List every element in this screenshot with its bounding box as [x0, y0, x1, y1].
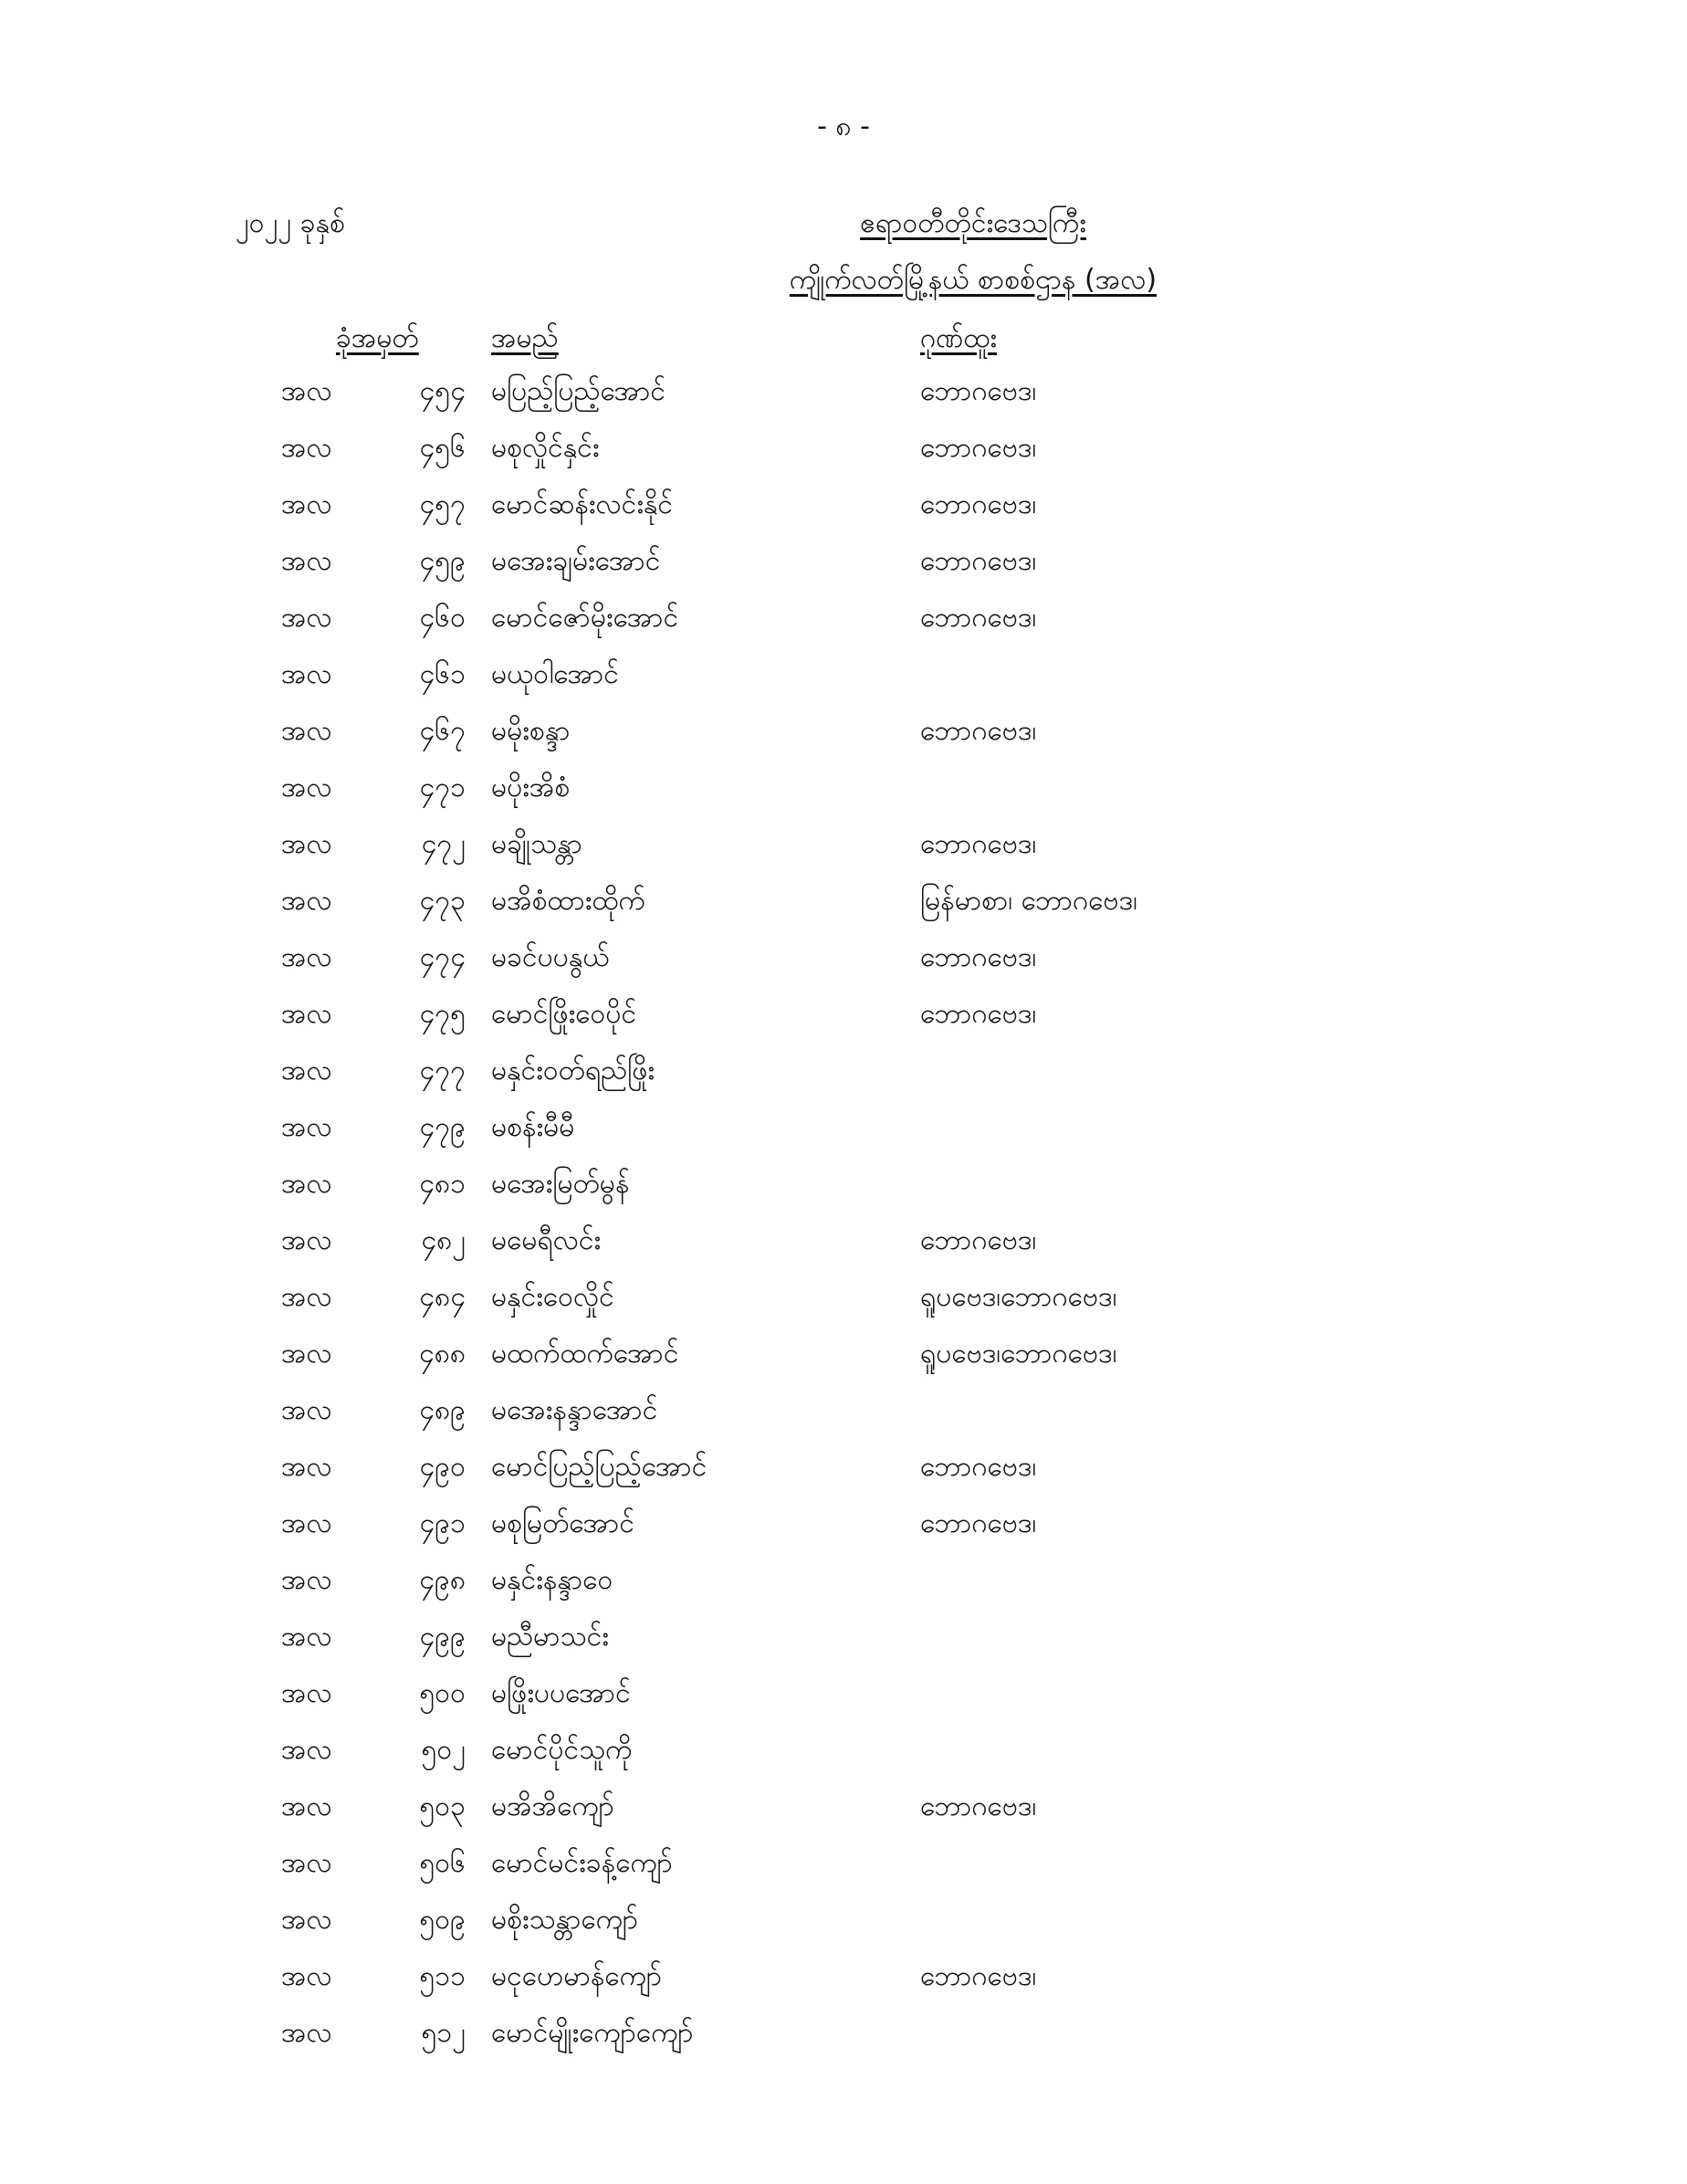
- exam-center-subtitle: ကျိုက်လတ်မြို့နယ် စာစစ်ဌာန (အလ): [789, 264, 1158, 296]
- roll-prefix: အလ: [281, 432, 332, 464]
- roll-prefix: အလ: [281, 1564, 332, 1596]
- list-item: [0, 1620, 1687, 1676]
- student-name: မောင်မျိုးကျော်ကျော်: [491, 2017, 694, 2049]
- list-item: [0, 1167, 1687, 1223]
- roll-number: ၄၈၈: [418, 1338, 466, 1370]
- roll-prefix: အလ: [281, 1168, 332, 1200]
- list-item: [0, 1450, 1687, 1507]
- student-name: မညီမာသင်း: [491, 1621, 609, 1653]
- distinction-subjects: ဘောဂဗေဒ၊: [920, 1960, 1037, 1992]
- list-item: [0, 1563, 1687, 1620]
- list-item: [0, 1790, 1687, 1846]
- roll-prefix: အလ: [281, 1451, 332, 1483]
- distinction-subjects: ဘောဂဗေဒ၊: [920, 545, 1037, 577]
- roll-prefix: အလ: [281, 715, 332, 747]
- list-item: [0, 997, 1687, 1054]
- roll-prefix: အလ: [281, 1338, 332, 1370]
- results-list: [0, 374, 1687, 2073]
- roll-prefix: အလ: [281, 375, 332, 407]
- roll-number: ၅၁၂: [421, 2017, 466, 2049]
- list-item: [0, 1054, 1687, 1110]
- roll-prefix: အလ: [281, 1055, 332, 1087]
- list-item: [0, 1393, 1687, 1450]
- student-name: မစန်းမီမီ: [491, 1111, 575, 1143]
- student-name: မအိစံထားထိုက်: [491, 885, 645, 917]
- roll-prefix: အလ: [281, 1507, 332, 1539]
- roll-prefix: အလ: [281, 1790, 332, 1822]
- roll-number: ၅၀၂: [421, 1734, 466, 1766]
- roll-prefix: အလ: [281, 998, 332, 1030]
- roll-number: ၄၅၉: [419, 545, 466, 577]
- header-roll-number: ခုံအမှတ်: [336, 322, 419, 354]
- roll-number: ၄၆၁: [419, 658, 466, 690]
- list-item: [0, 884, 1687, 940]
- roll-prefix: အလ: [281, 545, 332, 577]
- roll-prefix: အလ: [281, 1847, 332, 1879]
- list-item: [0, 1959, 1687, 2016]
- list-item: [0, 827, 1687, 884]
- roll-prefix: အလ: [281, 1111, 332, 1143]
- list-item: [0, 1676, 1687, 1733]
- student-name: မယုဝါအောင်: [491, 658, 619, 690]
- roll-number: ၄၉၈: [419, 1564, 466, 1596]
- distinction-subjects: ဘောဂဗေဒ၊: [920, 375, 1037, 407]
- roll-prefix: အလ: [281, 658, 332, 690]
- roll-number: ၅၀၃: [419, 1790, 466, 1822]
- roll-prefix: အလ: [281, 1224, 332, 1256]
- student-name: မဖြိုးပပအောင်: [491, 1677, 631, 1709]
- roll-prefix: အလ: [281, 1394, 332, 1426]
- list-item: [0, 657, 1687, 714]
- roll-number: ၄၉၀: [419, 1451, 466, 1483]
- distinction-subjects: ဘောဂဗေဒ၊: [920, 1451, 1037, 1483]
- student-name: မနှင်းဝေလှိုင်: [491, 1281, 614, 1313]
- roll-number: ၄၉၁: [419, 1507, 466, 1539]
- roll-number: ၅၀၆: [419, 1847, 466, 1879]
- student-name: မောင်ပိုင်သူကို: [491, 1734, 633, 1766]
- list-item: [0, 601, 1687, 657]
- student-name: မနှင်းနန္ဒာဝေ: [491, 1564, 613, 1596]
- roll-number: ၄၅၄: [419, 375, 466, 407]
- distinction-subjects: ဘောဂဗေဒ၊: [920, 1224, 1037, 1256]
- roll-prefix: အလ: [281, 828, 332, 860]
- roll-number: ၄၇၇: [419, 1055, 466, 1087]
- roll-number: ၄၇၅: [419, 998, 466, 1030]
- roll-number: ၄၆၇: [419, 715, 466, 747]
- student-name: မောင်မင်းခန့်ကျော်: [491, 1847, 673, 1879]
- roll-prefix: အလ: [281, 941, 332, 973]
- roll-number: ၄၈၁: [419, 1168, 466, 1200]
- student-name: မောင်ဖြိုးဝေပိုင်: [491, 998, 637, 1030]
- roll-number: ၄၈၉: [419, 1394, 466, 1426]
- student-name: မထက်ထက်အောင်: [491, 1338, 679, 1370]
- roll-number: ၄၇၄: [419, 941, 466, 973]
- list-item: [0, 1337, 1687, 1393]
- roll-number: ၄၆၀: [419, 602, 466, 634]
- student-name: မစိုးသန္တာကျော်: [491, 1904, 639, 1936]
- roll-number: ၄၅၇: [419, 488, 466, 520]
- student-name: မခင်ပပနွယ်: [491, 941, 610, 973]
- roll-prefix: အလ: [281, 2017, 332, 2049]
- roll-number: ၄၈၄: [419, 1281, 466, 1313]
- page-number: - ၈ -: [817, 110, 870, 142]
- distinction-subjects: ရူပဗေဒ၊ဘောဂဗေဒ၊: [920, 1281, 1117, 1313]
- student-name: မချိုသန္တာ: [491, 828, 582, 860]
- distinction-subjects: ဘောဂဗေဒ၊: [920, 941, 1037, 973]
- distinction-subjects: ဘောဂဗေဒ၊: [920, 715, 1037, 747]
- student-name: မနှင်းဝတ်ရည်ဖြိုး: [491, 1055, 655, 1087]
- exam-year: ၂၀၂၂ ခုနှစ်: [236, 207, 345, 239]
- roll-number: ၄၅၆: [419, 432, 466, 464]
- header-name: အမည်: [491, 322, 559, 354]
- distinction-subjects: ဘောဂဗေဒ၊: [920, 602, 1037, 634]
- distinction-subjects: ဘောဂဗေဒ၊: [920, 998, 1037, 1030]
- student-name: မအေးနန္ဒာအောင်: [491, 1394, 658, 1426]
- student-name: မောင်ပြည့်ပြည့်အောင်: [491, 1451, 707, 1483]
- list-item: [0, 2016, 1687, 2073]
- student-name: မစုမြတ်အောင်: [491, 1507, 635, 1539]
- list-item: [0, 1846, 1687, 1903]
- list-item: [0, 431, 1687, 488]
- list-item: [0, 940, 1687, 997]
- student-name: မစုလှိုင်နှင်း: [491, 432, 600, 464]
- roll-number: ၄၉၉: [419, 1621, 466, 1653]
- student-name: မပြည့်ပြည့်အောင်: [491, 375, 666, 407]
- list-item: [0, 1110, 1687, 1167]
- roll-number: ၄၇၉: [419, 1111, 466, 1143]
- student-name: မအေးချမ်းအောင်: [491, 545, 661, 577]
- distinction-subjects: ဘောဂဗေဒ၊: [920, 1790, 1037, 1822]
- student-name: မမိုးစန္ဒာ: [491, 715, 571, 747]
- roll-prefix: အလ: [281, 1621, 332, 1653]
- roll-prefix: အလ: [281, 885, 332, 917]
- list-item: [0, 1903, 1687, 1959]
- roll-number: ၅၀၀: [419, 1677, 466, 1709]
- roll-number: ၄၇၃: [419, 885, 466, 917]
- roll-number: ၄၈၂: [421, 1224, 466, 1256]
- student-name: မောင်ဆန်းလင်းနိုင်: [491, 488, 674, 520]
- distinction-subjects: ရူပဗေဒ၊ဘောဂဗေဒ၊: [920, 1338, 1117, 1370]
- student-name: မောင်ဇော်မိုးအောင်: [491, 602, 679, 634]
- roll-prefix: အလ: [281, 1281, 332, 1313]
- roll-prefix: အလ: [281, 488, 332, 520]
- list-item: [0, 1733, 1687, 1790]
- roll-number: ၅၀၉: [419, 1904, 466, 1936]
- roll-number: ၄၇၂: [421, 828, 466, 860]
- list-item: [0, 374, 1687, 431]
- student-name: မမေရီလင်း: [491, 1224, 602, 1256]
- roll-prefix: အလ: [281, 1960, 332, 1992]
- roll-number: ၅၁၁: [419, 1960, 466, 1992]
- region-title: ဧရာဝတီတိုင်းဒေသကြီး: [860, 207, 1086, 239]
- list-item: [0, 714, 1687, 771]
- roll-number: ၄၇၁: [419, 772, 466, 803]
- header-distinction: ဂုဏ်ထူး: [920, 322, 997, 354]
- student-name: မအိအိကျော်: [491, 1790, 614, 1822]
- roll-prefix: အလ: [281, 772, 332, 803]
- distinction-subjects: မြန်မာစာ၊ ဘောဂဗေဒ၊: [920, 885, 1137, 917]
- distinction-subjects: ဘောဂဗေဒ၊: [920, 488, 1037, 520]
- student-name: မငုဟေမာန်ကျော်: [491, 1960, 663, 1992]
- student-name: မပိုးအိစံ: [491, 772, 571, 803]
- roll-prefix: အလ: [281, 602, 332, 634]
- list-item: [0, 1507, 1687, 1563]
- list-item: [0, 1223, 1687, 1280]
- distinction-subjects: ဘောဂဗေဒ၊: [920, 1507, 1037, 1539]
- student-name: မအေးမြတ်မွန်: [491, 1168, 630, 1200]
- list-item: [0, 1280, 1687, 1337]
- list-item: [0, 771, 1687, 827]
- roll-prefix: အလ: [281, 1677, 332, 1709]
- roll-prefix: အလ: [281, 1734, 332, 1766]
- distinction-subjects: ဘောဂဗေဒ၊: [920, 432, 1037, 464]
- distinction-subjects: ဘောဂဗေဒ၊: [920, 828, 1037, 860]
- list-item: [0, 488, 1687, 544]
- list-item: [0, 544, 1687, 601]
- roll-prefix: အလ: [281, 1904, 332, 1936]
